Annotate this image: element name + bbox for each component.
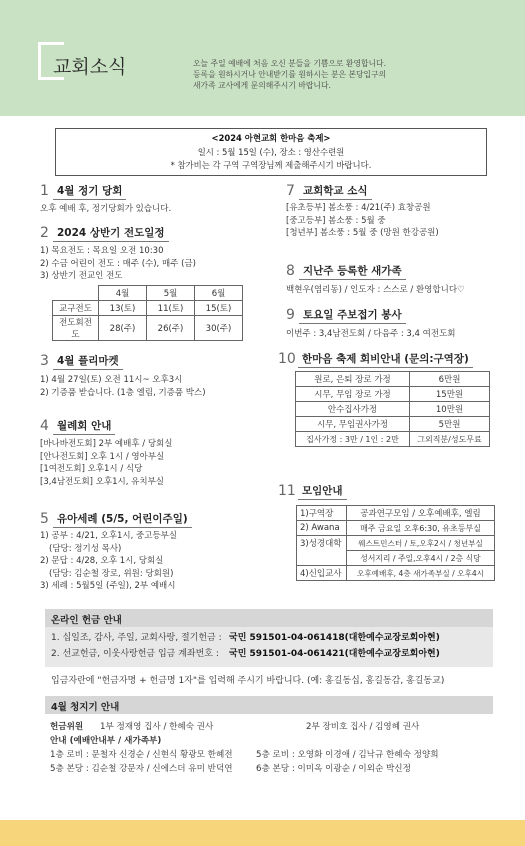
account-row (51, 630, 487, 646)
table-cell: 교구전도 (53, 300, 99, 315)
table-cell: 웨스트민스터 / 토,오후2시 / 청년부실 (347, 536, 495, 551)
section-line: 이번주 : 3,4남전도회 / 다음주 : 3,4 여전도회 (286, 329, 456, 339)
section-title: 지난주 등록한 새가족 (299, 262, 406, 280)
section-line: [유초등부] 봄소풍 : 4/21(주) 효창공원 (286, 203, 431, 213)
section-title: 2024 상반기 전도일정 (53, 224, 169, 242)
section-7 (286, 182, 439, 240)
section-number: 8 (286, 263, 295, 279)
online-offering-box (45, 609, 493, 692)
section-number: 1 (40, 183, 49, 199)
guide-label: 안내 (예배안내부 / 새가족부) (50, 736, 162, 746)
section-line: 백현우(염리동) / 인도자 : 스스로 / 환영합니다♡ (286, 285, 465, 295)
offering-committee-row (50, 720, 488, 734)
section-line: [청년부] 봄소풍 : 5월 중 (망원 한강공원) (286, 228, 439, 238)
table-cell: 안수집사가정 (296, 402, 410, 417)
section-title: 한마음 축제 회비안내 (문의:구역장) (298, 350, 473, 368)
section-line: [바나바전도회] 2부 예배후 / 당회실 (40, 439, 173, 449)
table-row (297, 566, 495, 581)
announcement-title: <2024 아현교회 한마음 축제> (211, 133, 331, 143)
table-cell: 시무, 무임 장로 가정 (296, 387, 410, 402)
section-line: 1) 4월 27일(토) 오전 11시~ 오후3시 (40, 375, 183, 385)
section-title: 4월 정기 당회 (53, 182, 126, 200)
section-11 (278, 482, 495, 581)
section-3 (40, 352, 206, 399)
table-row (296, 432, 490, 447)
section-number: 5 (40, 511, 49, 527)
table-row (296, 417, 490, 432)
intro-line: 등록을 원하시거나 안내받기를 원하시는 분은 본당입구의 (193, 70, 387, 79)
section-4 (40, 417, 172, 488)
account-number: 국민 591501-04-061418(대한예수교장로회아현) (229, 633, 440, 643)
section-line: 2) 문답 : 4/28, 오후 1시, 당회실 (40, 556, 164, 566)
evangelism-schedule-table (52, 285, 243, 341)
section-number: 11 (278, 483, 296, 499)
table-cell (297, 551, 347, 566)
footer-bar (0, 820, 525, 846)
header-banner (0, 0, 525, 116)
section-number: 2 (40, 225, 49, 241)
intro-line: 오늘 주일 예배에 처음 오신 분들을 기쁨으로 환영합니다. (193, 59, 387, 68)
announcement-line: * 참가비는 각 구역 구역장님께 제출해주시기 바랍니다. (170, 160, 372, 170)
section-line: [안나전도회] 오후 1시 / 영아부실 (40, 451, 165, 462)
section-line: 1) 목요전도 : 목요일 오전 10:30 (40, 246, 164, 256)
section-line: 3) 세례 : 5월5일 (주일), 2부 예배시 (40, 581, 176, 591)
section-title: 월례회 안내 (53, 417, 115, 435)
table-cell: 15만원 (410, 387, 490, 402)
table-row (297, 521, 495, 536)
table-cell: 집사가정 : 3만 / 1인 : 2만 (296, 432, 410, 447)
section-title: 모임안내 (298, 482, 347, 500)
section-number: 4 (40, 418, 49, 434)
section-line: 1) 공부 : 4/21, 오후1시, 중고등부실 (40, 531, 178, 541)
deposit-note: 입금자란에 "헌금자명 + 헌금명 1자"를 입력해 주시기 바랍니다. (예: 홍길동십, 홍길동감, 홍길동교) (51, 676, 445, 686)
page-title: 교회소식 (53, 56, 127, 78)
section-line: [중고등부] 봄소풍 : 5월 중 (286, 215, 386, 226)
account-number: 국민 591501-04-061421(대한예수교장로회아현) (229, 649, 440, 659)
table-cell: 성서지리 / 주일,오후4시 / 2층 식당 (347, 551, 495, 566)
section-title: 교회학교 소식 (299, 182, 372, 200)
section-number: 7 (286, 183, 295, 199)
online-offering-title: 온라인 헌금 안내 (45, 609, 493, 627)
table-cell: 전도회전도 (53, 315, 99, 340)
table-cell: 28(주) (99, 315, 147, 340)
table-cell (53, 285, 99, 300)
table-header-cell: 6월 (195, 285, 243, 300)
offering-label: 헌금위원 (50, 722, 84, 732)
section-line: 2) 기증품 받습니다. (1층 엘림, 기증품 박스) (40, 387, 206, 398)
table-cell: 13(토) (99, 300, 147, 315)
table-cell: 5만원 (410, 417, 490, 432)
table-cell: 그외직분/성도무료 (410, 432, 490, 447)
intro-text (193, 58, 493, 91)
table-row (296, 387, 490, 402)
table-cell: 공과연구모임 / 오후예배후, 엘림 (347, 506, 495, 521)
account-label: 2. 선교헌금, 이웃사랑헌금 입금 계좌번호 : (51, 649, 219, 659)
section-number: 9 (286, 307, 295, 323)
table-cell: 원로, 은퇴 장로 가정 (296, 372, 410, 387)
section-1 (40, 182, 171, 216)
section-title: 유아세례 (5/5, 어린이주일) (53, 510, 192, 528)
table-row (297, 506, 495, 521)
section-10 (278, 350, 490, 447)
table-header-cell: 4월 (99, 285, 147, 300)
table-cell: 11(토) (147, 300, 195, 315)
table-cell: 6만원 (410, 372, 490, 387)
guide-entry: 5층 로비 : 오영화 이경애 / 김낙규 한혜숙 정양희 (256, 750, 439, 760)
table-cell: 26(주) (147, 315, 195, 340)
section-line: [3,4남전도회] 오후1시, 유치부실 (40, 476, 164, 487)
table-cell: 오후예배후, 4층 새가족부실 / 오후4시 (347, 566, 495, 581)
table-row (296, 372, 490, 387)
table-cell: 시무, 무임권사가정 (296, 417, 410, 432)
festival-announcement (55, 128, 487, 176)
table-row (53, 315, 243, 340)
intro-line: 새가족 교사에게 문의해주시기 바랍니다. (193, 81, 331, 90)
account-row (51, 646, 487, 662)
table-cell: 30(주) (195, 315, 243, 340)
offering-second-service: 2부 장비호 집사 / 김영혜 권사 (306, 722, 420, 732)
table-cell: 3)성경대학 (297, 536, 347, 551)
meeting-table (296, 505, 495, 581)
announcement-line: 일시 : 5월 15일 (수), 장소 : 영산수련원 (197, 146, 345, 157)
section-9 (286, 306, 456, 341)
account-label: 1. 십일조, 감사, 주일, 교회사랑, 절기헌금 : (51, 633, 222, 643)
table-row (297, 551, 495, 566)
section-5 (40, 510, 192, 593)
section-number: 10 (278, 351, 296, 367)
table-row (296, 402, 490, 417)
guide-entry: 6층 본당 : 이미옥 이광순 / 이외순 박신정 (256, 764, 411, 774)
festival-fee-table (295, 371, 490, 447)
steward-title: 4월 청지기 안내 (45, 696, 493, 714)
section-line: [1여전도회] 오후1시 / 식당 (40, 464, 143, 474)
section-8 (286, 262, 465, 297)
table-cell: 10만원 (410, 402, 490, 417)
section-line: (담당: 김순철 장로, 위원: 당회원) (49, 568, 174, 579)
section-title: 토요일 주보접기 봉사 (299, 306, 406, 324)
section-number: 3 (40, 353, 49, 369)
section-line: 3) 상반기 전교인 전도 (40, 271, 123, 281)
guide-row (50, 762, 488, 776)
offering-first-service: 1부 정재영 집사 / 한혜숙 권사 (100, 722, 214, 732)
table-cell: 15(토) (195, 300, 243, 315)
guide-row (50, 748, 488, 762)
section-line: (담당: 정기성 목사) (49, 543, 122, 554)
table-header-cell: 5월 (147, 285, 195, 300)
guide-entry: 1층 로비 : 문철자 신경순 / 신현식 황광모 한혜전 (50, 750, 233, 760)
guide-entry: 5층 본당 : 김순철 강문자 / 신에스더 유미 반덕연 (50, 764, 233, 774)
section-2 (40, 224, 243, 341)
table-cell: 1)구역장 (297, 506, 347, 521)
table-cell: 매주 금요일 오후6:30, 유초등부실 (347, 521, 495, 536)
table-row (53, 300, 243, 315)
steward-box (45, 696, 493, 776)
table-row (297, 536, 495, 551)
table-cell: 4)신입교사 (297, 566, 347, 581)
section-title: 4월 플리마켓 (53, 352, 123, 370)
table-cell: 2) Awana (297, 521, 347, 536)
section-line: 오후 예배 후, 정기당회가 있습니다. (40, 204, 172, 214)
section-line: 2) 수금 어린이 전도 : 매주 (수), 매주 (금) (40, 258, 196, 269)
